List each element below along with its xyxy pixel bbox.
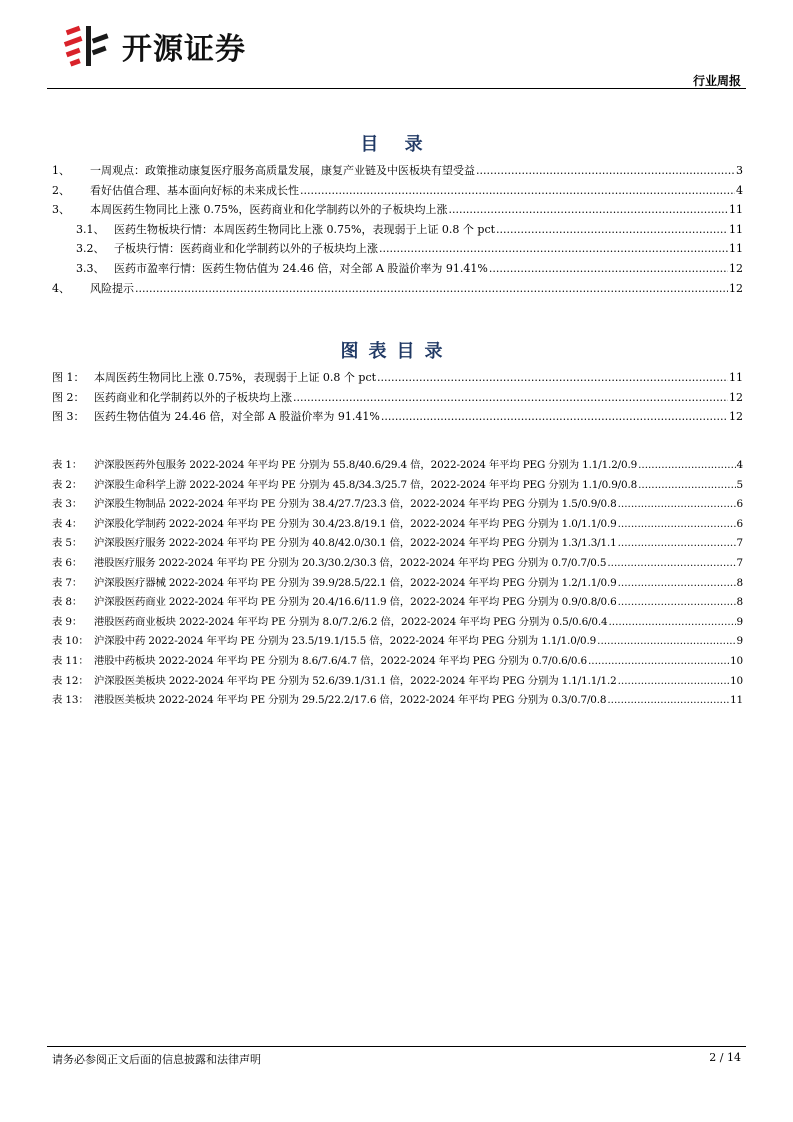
table-text: 沪深股医药商业 2022-2024 年平均 PE 分别为 20.4/16.6/11.9 倍，2022-2024 年平均 PEG 分别为 0.9/0.8/0.6 [94,596,617,609]
toc-item-page: 4 [736,183,743,197]
table-page: 7 [736,556,743,569]
figure-item[interactable] [52,368,743,388]
table-page: 7 [736,537,743,550]
toc-item-number: 2、 [52,183,70,197]
table-number: 表 7： [52,576,83,589]
table-item[interactable] [52,691,743,711]
table-text: 港股医美板块 2022-2024 年平均 PE 分别为 29.5/22.2/17.6 倍，2022-2024 年平均 PEG 分别为 0.3/0.7/0.8 [94,694,607,707]
table-number: 表 2： [52,478,83,491]
leader-dots [448,200,728,220]
toc-item-number: 3.3、 [76,261,105,275]
toc-item-text: 看好估值合理、基本面向好标的未来成长性 [90,183,299,197]
table-page: 9 [736,615,743,628]
table-item[interactable] [52,534,743,554]
toc-item-text: 子板块行情：医药商业和化学制药以外的子板块均上涨 [114,242,378,256]
table-item[interactable] [52,554,743,574]
leader-dots [618,515,736,535]
leader-dots [381,407,728,427]
figure-item[interactable] [52,388,743,408]
leader-dots [300,181,735,201]
table-item[interactable] [52,672,743,692]
table-text: 沪深股医疗器械 2022-2024 年平均 PE 分别为 39.9/28.5/22.1 倍，2022-2024 年平均 PEG 分别为 1.2/1.1/0.9 [94,576,617,589]
toc-item-number: 3.2、 [76,242,105,256]
table-page: 9 [736,635,743,648]
figure-item[interactable] [52,407,743,427]
toc-item-text: 风险提示 [90,281,134,295]
figure-page: 12 [729,410,743,424]
table-number: 表 6： [52,556,83,569]
table-item[interactable] [52,613,743,633]
figure-number: 图 2： [52,390,85,404]
leader-dots [379,239,728,259]
table-item[interactable] [52,495,743,515]
page-indicator: 2 / 14 [709,1051,741,1064]
leader-dots [618,672,729,692]
leader-dots [608,613,735,633]
table-page: 8 [736,596,743,609]
company-logo [62,22,246,70]
table-text: 沪深股化学制药 2022-2024 年平均 PE 分别为 30.4/23.8/19.1 倍，2022-2024 年平均 PEG 分别为 1.0/1.1/0.9 [94,517,617,530]
table-text: 沪深股中药 2022-2024 年平均 PE 分别为 23.5/19.1/15.5 倍，2022-2024 年平均 PEG 分别为 1.1/1.0/0.9 [94,635,597,648]
report-type: 行业周报 [692,74,741,88]
toc-item-page: 11 [729,203,743,217]
toc-item-page: 3 [736,164,743,177]
toc-item[interactable] [52,161,743,181]
toc-title: 目 录 [360,134,433,155]
leader-dots [618,495,736,515]
toc-list [52,161,743,298]
table-number: 表 8： [52,596,83,609]
leader-dots [607,691,729,711]
table-page: 11 [730,694,743,707]
leader-dots [476,161,735,181]
table-text: 港股医药商业板块 2022-2024 年平均 PE 分别为 8.0/7.2/6.2 倍，2022-2024 年平均 PEG 分别为 0.5/0.6/0.4 [94,615,608,628]
leader-dots [597,632,735,652]
table-page: 5 [736,478,743,491]
logo-mark-icon [62,22,114,70]
leader-dots [638,456,735,476]
table-page: 6 [736,498,743,511]
table-number: 表 9： [52,615,83,628]
toc-item-number: 1、 [52,164,70,177]
leader-dots [377,368,728,388]
brand-name: 开源证券 [122,32,246,67]
footer-divider [47,1046,746,1047]
table-number: 表 1： [52,459,83,471]
table-item[interactable] [52,476,743,496]
toc-item-page: 11 [729,222,743,236]
toc-item-number: 3、 [52,203,70,217]
table-number: 表 5： [52,537,83,550]
footer-disclaimer: 请务必参阅正文后面的信息披露和法律声明 [52,1053,261,1066]
toc-subitem[interactable] [52,239,743,259]
leader-dots [293,388,728,408]
table-text: 港股中药板块 2022-2024 年平均 PE 分别为 8.6/7.6/4.7 倍，2022-2024 年平均 PEG 分别为 0.7/0.6/0.6 [94,654,587,667]
table-number: 表 3： [52,498,83,511]
table-page: 10 [730,674,743,687]
leader-dots [496,220,728,240]
figure-number: 图 3： [52,410,85,424]
table-page: 10 [730,654,743,667]
table-text: 沪深股生命科学上游 2022-2024 年平均 PE 分别为 45.8/34.3/25.7 倍，2022-2024 年平均 PEG 分别为 1.1/0.9/0.8 [94,478,638,491]
table-item[interactable] [52,632,743,652]
figure-page: 12 [729,390,743,404]
leader-dots [618,574,736,594]
toc-item[interactable] [52,279,743,299]
leader-dots [607,554,735,574]
tables-list [52,456,743,711]
figure-text: 医药商业和化学制药以外的子板块均上涨 [94,390,292,404]
toc-item-page: 12 [729,261,743,275]
table-item[interactable] [52,652,743,672]
table-item[interactable] [52,574,743,594]
leader-dots [618,593,736,613]
toc-item-text: 一周观点：政策推动康复医疗服务高质量发展，康复产业链及中医板块有望受益 [90,164,475,177]
leader-dots [588,652,729,672]
table-text: 沪深股医疗服务 2022-2024 年平均 PE 分别为 40.8/42.0/30.1 倍，2022-2024 年平均 PEG 分别为 1.3/1.3/1.1 [94,537,617,550]
table-page: 4 [736,459,743,471]
table-text: 沪深股医药外包服务 2022-2024 年平均 PE 分别为 55.8/40.6/29.4 倍，2022-2024 年平均 PEG 分别为 1.1/1.2/0.9 [94,459,638,471]
header-divider [47,88,746,89]
figures-title: 图表目录 [340,341,453,362]
table-text: 沪深股生物制品 2022-2024 年平均 PE 分别为 38.4/27.7/23.3 倍，2022-2024 年平均 PEG 分别为 1.5/0.9/0.8 [94,498,617,511]
toc-item[interactable] [52,181,743,201]
table-number: 表 10： [52,635,89,648]
figure-page: 11 [729,371,743,384]
figure-number: 图 1： [52,371,85,384]
figure-text: 医药生物估值为 24.46 倍，对全部 A 股溢价率为 91.41% [94,410,380,424]
table-item[interactable] [52,456,743,476]
figures-list [52,368,743,427]
leader-dots [489,259,728,279]
toc-item-text: 本周医药生物同比上涨 0.75%，医药商业和化学制药以外的子板块均上涨 [90,203,448,217]
table-number: 表 4： [52,517,83,530]
leader-dots [618,534,736,554]
leader-dots [135,279,728,299]
toc-item-number: 3.1、 [76,222,105,236]
table-page: 6 [736,517,743,530]
leader-dots [638,476,735,496]
toc-item-page: 11 [729,242,743,256]
toc-item-text: 医药市盈率行情：医药生物估值为 24.46 倍，对全部 A 股溢价率为 91.41% [114,261,488,275]
table-number: 表 12： [52,674,89,687]
table-number: 表 11： [52,654,89,667]
table-number: 表 13： [52,694,89,707]
toc-item-text: 医药生物板块行情：本周医药生物同比上涨 0.75%，表现弱于上证 0.8 个 pct [114,222,496,236]
toc-subitem[interactable] [52,259,743,279]
figure-text: 本周医药生物同比上涨 0.75%，表现弱于上证 0.8 个 pct [94,371,377,384]
toc-item[interactable] [52,200,743,220]
table-text: 港股医疗服务 2022-2024 年平均 PE 分别为 20.3/30.2/30.3 倍，2022-2024 年平均 PEG 分别为 0.7/0.7/0.5 [94,556,607,569]
table-item[interactable] [52,593,743,613]
table-text: 沪深股医美板块 2022-2024 年平均 PE 分别为 52.6/39.1/31.1 倍，2022-2024 年平均 PEG 分别为 1.1/1.1/1.2 [94,674,617,687]
table-item[interactable] [52,515,743,535]
toc-subitem[interactable] [52,220,743,240]
table-page: 8 [736,576,743,589]
toc-item-page: 12 [729,281,743,295]
toc-item-number: 4、 [52,281,70,295]
